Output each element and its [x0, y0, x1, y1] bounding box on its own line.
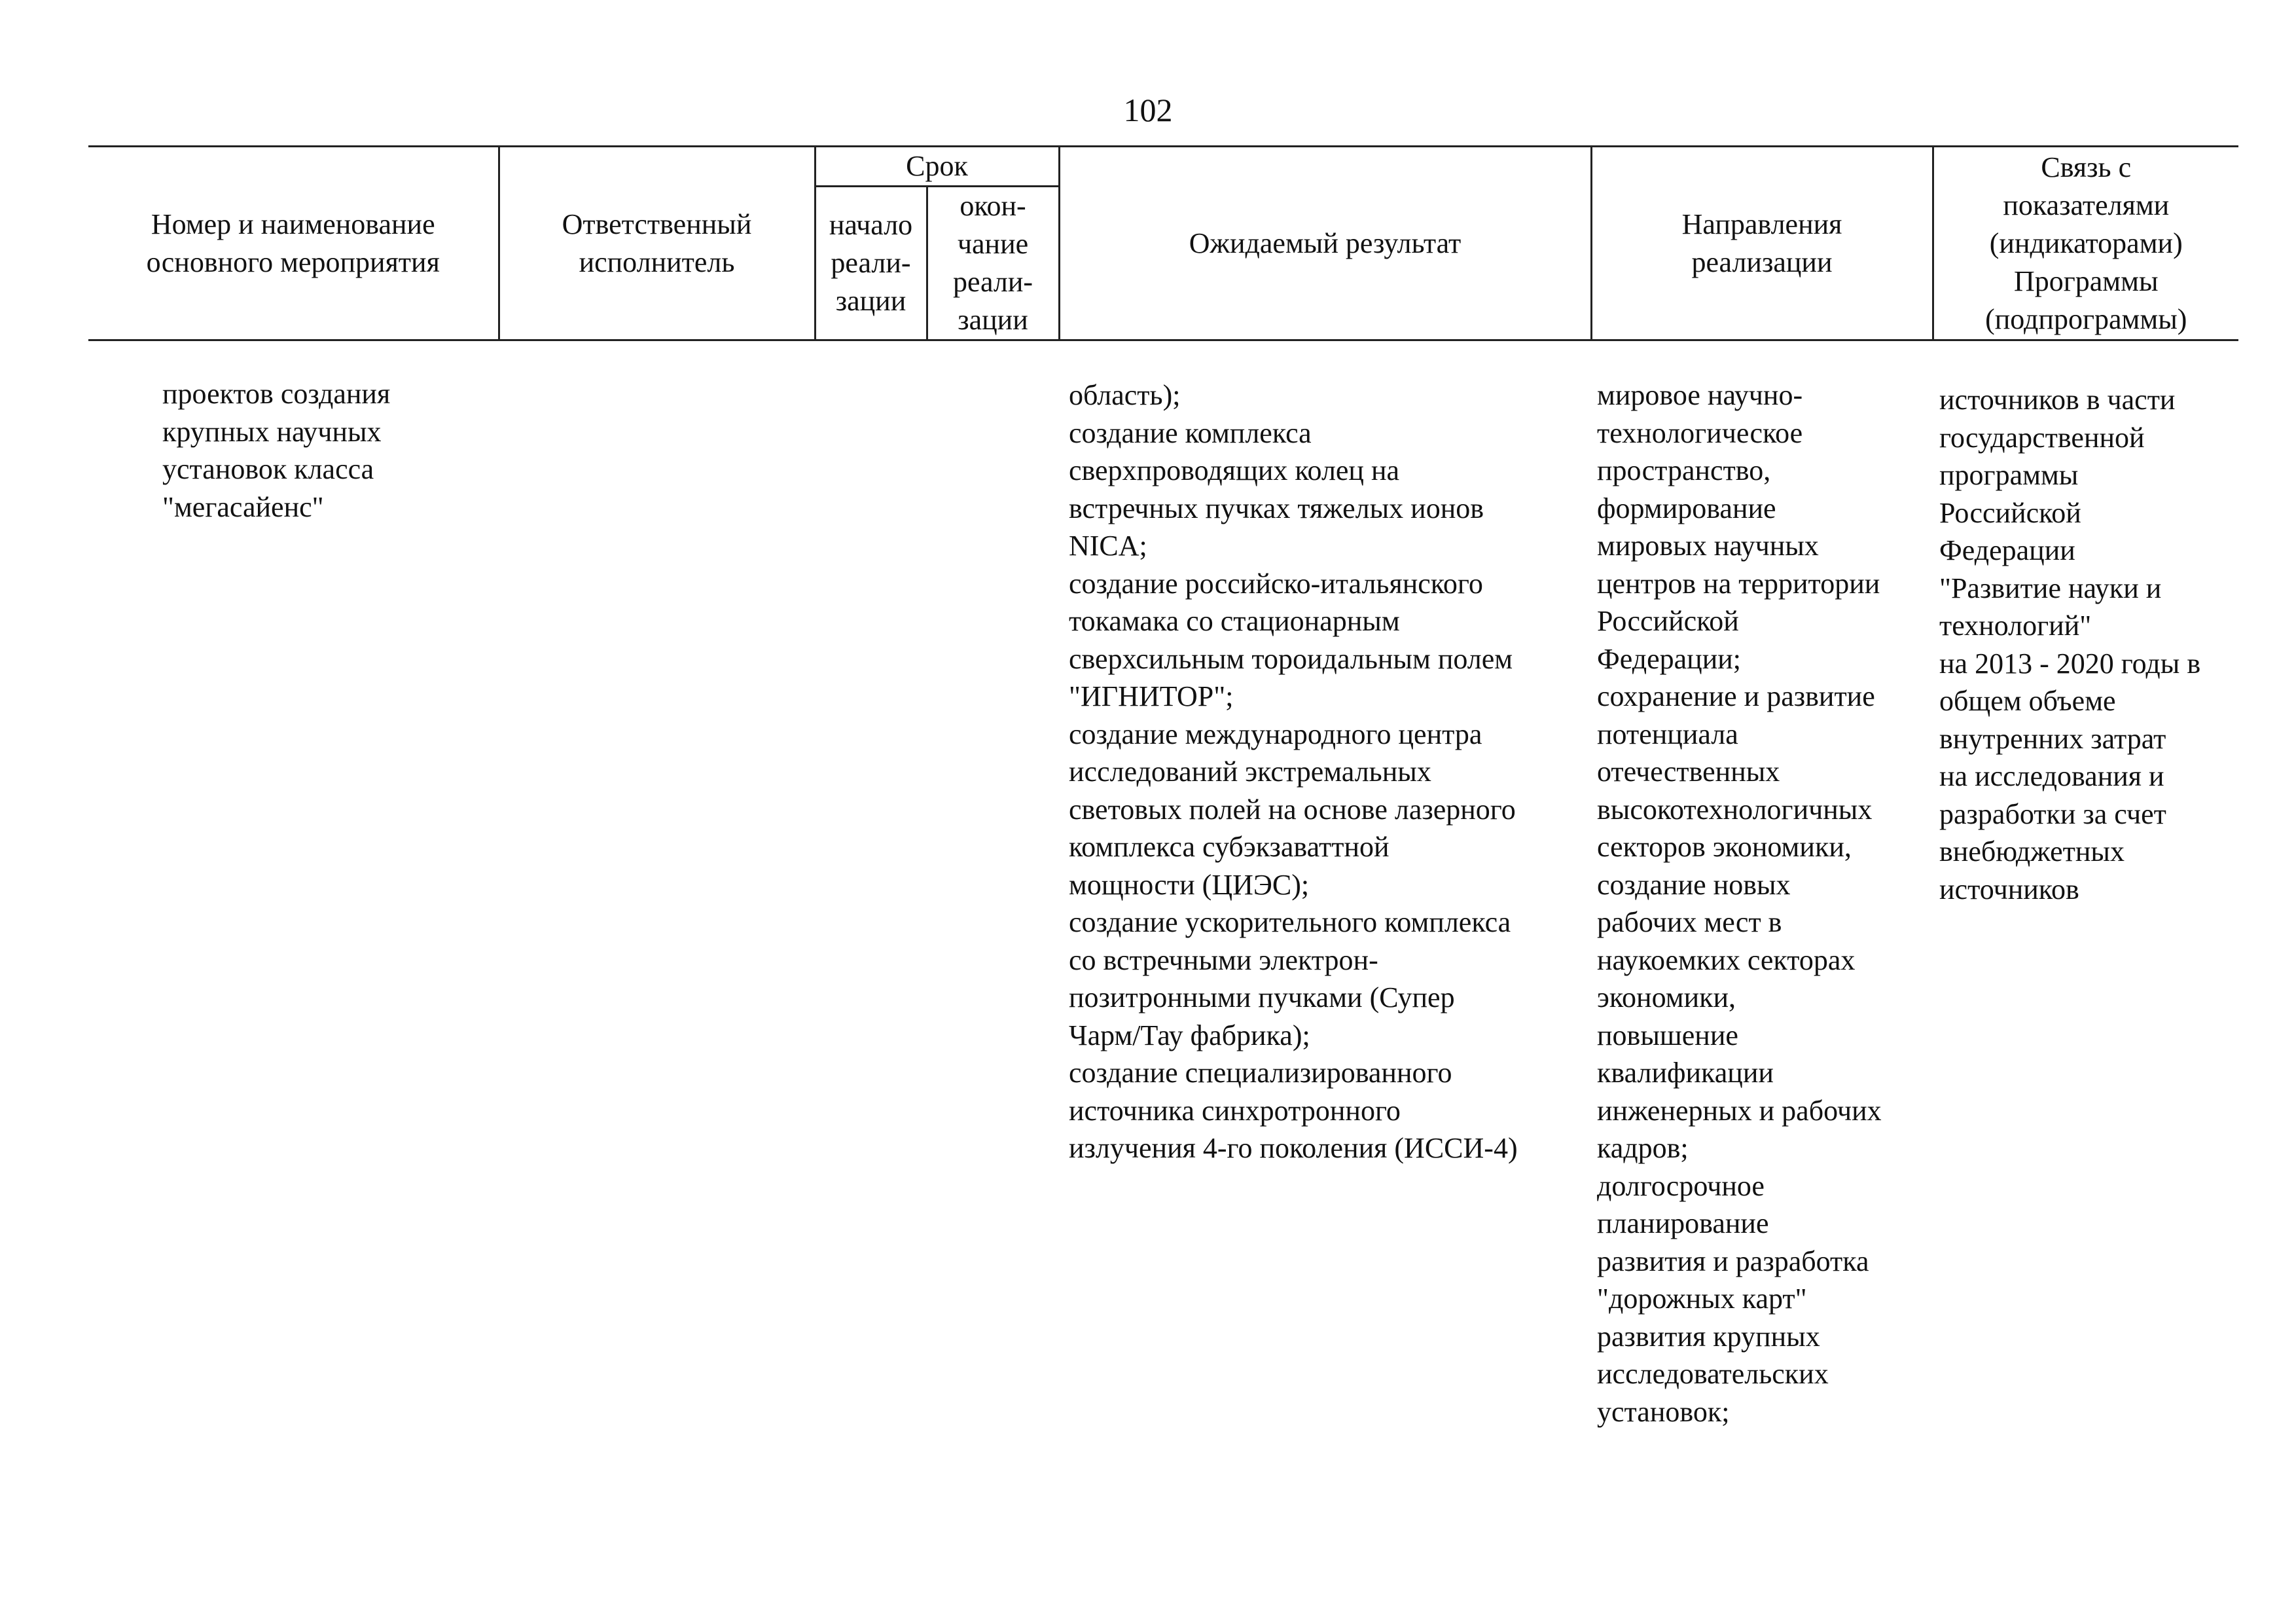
page-number: 102 — [1123, 92, 1173, 128]
header-indicators-column — [1933, 147, 2238, 340]
header-directions-column — [1591, 147, 1933, 340]
header-executor-column — [499, 147, 815, 340]
header-name-label: Номер и наименование основного мероприятия — [146, 208, 440, 278]
header-result-label: Ожидаемый результат — [1189, 227, 1462, 259]
header-executor-label: Ответственный исполнитель — [562, 208, 752, 278]
row-expected-result: область); создание комплекса сверхпроводящих колец на встречных пучках тяжелых ионов NICA; создание российско-итальянского токамака со стационарным сверхсильным тороидальным полем "ИГНИТОР"; создание международного центра исследований экстремальных световых полей на основе лазерного комплекса субэкзаваттной мощности (ЦИЭС); создание ускорительного комплекса со встречными электрон- позитронными пучками (Супер Чарм/Тау фабрика); создание специализированного источника синхротронного излучения 4-го поколения (ИССИ-4) — [1069, 379, 1518, 1164]
row-event-name: проектов создания крупных научных установок класса "мегасайенс" — [162, 378, 391, 523]
row-directions: мировое научно- технологическое пространство, формирование мировых научных центров на территории Российской Федерации; сохранение и развитие потенциала отечественных высокотехнологичных секторов экономики, создание новых рабочих мест в наукоемких секторах экономики, повышение квалификации инженерных и рабочих кадров; долгосрочное планирование развития и разработка "дорожных карт" развития крупных исследовательских установок; — [1597, 379, 1882, 1428]
header-term-column — [815, 147, 1059, 187]
header-name-column — [88, 147, 499, 340]
header-term-end-label: окон- чание реали- зации — [952, 190, 1033, 336]
row-indicators-link: источников в части государственной программы Российской Федерации "Развитие науки и технологий" на 2013 - 2020 годы в общем объеме внутренних затрат на исследования и разработки за счет внебюджетных источников — [1939, 384, 2201, 905]
table-header — [88, 145, 2238, 341]
header-directions-label: Направления реализации — [1681, 208, 1842, 278]
header-term-end-column — [927, 187, 1059, 340]
header-result-column — [1059, 147, 1591, 340]
header-term-label: Срок — [906, 150, 968, 182]
header-indicators-label: Связь с показателями (индикаторами) Программы (подпрограммы) — [1985, 151, 2187, 335]
header-term-start-column — [815, 187, 927, 340]
header-term-start-label: начало реали- зации — [829, 209, 913, 317]
